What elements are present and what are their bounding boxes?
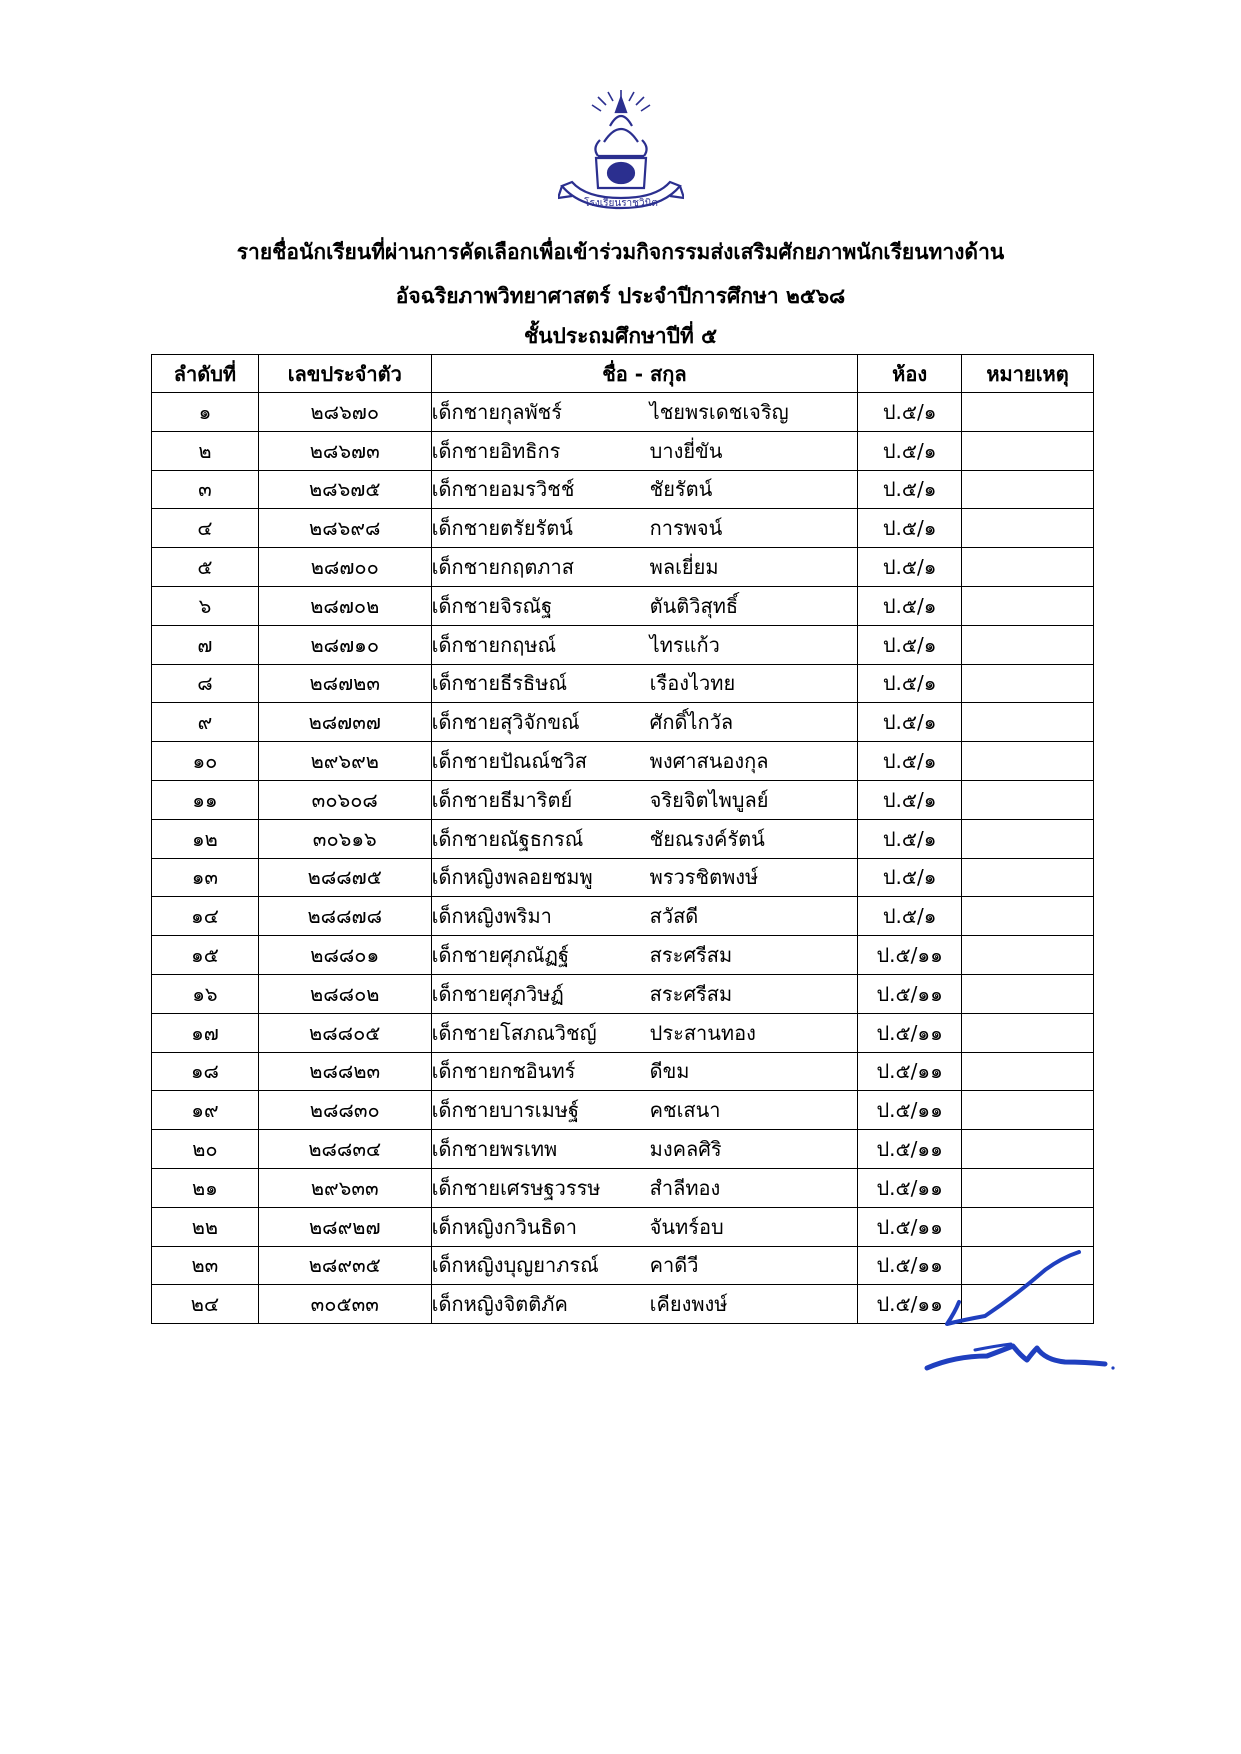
first-name: เด็กชายจิรณัฐ: [431, 593, 553, 618]
table-row: [152, 742, 1094, 781]
last-name: พลเยี่ยม: [649, 555, 719, 580]
cell-room: ป.๕/๑๑: [858, 1130, 962, 1169]
last-name: มงคลศิริ: [649, 1137, 722, 1162]
cell-room: ป.๕/๑: [858, 548, 962, 587]
cell-room: ป.๕/๑๑: [858, 1285, 962, 1324]
cell-student-id: ๒๘๖๙๘: [258, 509, 431, 548]
cell-remark: [962, 780, 1094, 819]
cell-room: ป.๕/๑: [858, 625, 962, 664]
cell-full-name: [431, 625, 858, 664]
first-name: เด็กชายเศรษฐวรรษ: [431, 1175, 601, 1200]
cell-room: ป.๕/๑๑: [858, 1207, 962, 1246]
last-name: ไทรแก้ว: [649, 632, 720, 657]
cell-student-id: ๒๘๘๓๐: [258, 1091, 431, 1130]
cell-full-name: [431, 858, 858, 897]
header-room: ห้อง: [858, 355, 962, 393]
last-name: พรวรชิตพงษ์: [649, 865, 759, 890]
first-name: เด็กชายปัณณ์ชวิส: [431, 749, 587, 774]
table-row: [152, 625, 1094, 664]
cell-room: ป.๕/๑๑: [858, 1091, 962, 1130]
cell-full-name: [431, 393, 858, 432]
cell-remark: [962, 548, 1094, 587]
cell-student-id: ๒๘๖๗๕: [258, 470, 431, 509]
first-name: เด็กชายธีมาริตย์: [431, 787, 573, 812]
cell-full-name: [431, 1052, 858, 1091]
cell-full-name: [431, 1013, 858, 1052]
first-name: เด็กชายศุภวิษฏ์: [431, 981, 564, 1006]
cell-remark: [962, 664, 1094, 703]
table-row: [152, 1013, 1094, 1052]
cell-remark: [962, 509, 1094, 548]
cell-room: ป.๕/๑๑: [858, 1246, 962, 1285]
cell-full-name: [431, 586, 858, 625]
cell-remark: [962, 819, 1094, 858]
table-row: [152, 936, 1094, 975]
first-name: เด็กหญิงบุญยาภรณ์: [431, 1253, 599, 1278]
last-name: คชเสนา: [649, 1098, 721, 1123]
cell-order-no: ๒๓: [152, 1246, 259, 1285]
cell-order-no: ๑๓: [152, 858, 259, 897]
first-name: เด็กชายกฤตภาส: [431, 555, 574, 580]
cell-student-id: ๒๘๖๗๓: [258, 431, 431, 470]
first-name: เด็กชายกุลพัชร์: [431, 399, 562, 424]
last-name: พงศาสนองกุล: [649, 749, 769, 774]
cell-room: ป.๕/๑: [858, 780, 962, 819]
table-row: [152, 548, 1094, 587]
first-name: เด็กชายกฤษณ์: [431, 632, 557, 657]
cell-room: ป.๕/๑: [858, 470, 962, 509]
cell-student-id: ๒๘๘๒๓: [258, 1052, 431, 1091]
cell-remark: [962, 625, 1094, 664]
cell-full-name: [431, 703, 858, 742]
cell-order-no: ๑๒: [152, 819, 259, 858]
cell-full-name: [431, 897, 858, 936]
cell-full-name: [431, 936, 858, 975]
table-row: [152, 586, 1094, 625]
cell-order-no: ๓: [152, 470, 259, 509]
table-row: [152, 470, 1094, 509]
cell-student-id: ๒๘๘๓๔: [258, 1130, 431, 1169]
cell-remark: [962, 1013, 1094, 1052]
table-row: [152, 664, 1094, 703]
header-full-name: ชื่อ - สกุล: [431, 355, 858, 393]
last-name: ศักดิ์ไกวัล: [649, 710, 734, 735]
cell-full-name: [431, 780, 858, 819]
cell-order-no: ๑๑: [152, 780, 259, 819]
last-name: สำลีทอง: [649, 1175, 721, 1200]
cell-room: ป.๕/๑๑: [858, 1168, 962, 1207]
last-name: ไชยพรเดชเจริญ: [649, 399, 789, 424]
cell-student-id: ๒๘๘๐๒: [258, 974, 431, 1013]
cell-room: ป.๕/๑: [858, 431, 962, 470]
last-name: สระศรีสม: [649, 943, 733, 968]
first-name: เด็กหญิงพริมา: [431, 904, 552, 929]
cell-remark: [962, 742, 1094, 781]
cell-remark: [962, 470, 1094, 509]
cell-full-name: [431, 1285, 858, 1324]
cell-order-no: ๑๐: [152, 742, 259, 781]
cell-order-no: ๒: [152, 431, 259, 470]
cell-remark: [962, 1207, 1094, 1246]
table-row: [152, 1091, 1094, 1130]
table-row: [152, 1130, 1094, 1169]
table-row: [152, 858, 1094, 897]
cell-student-id: ๒๘๗๓๗: [258, 703, 431, 742]
cell-room: ป.๕/๑: [858, 742, 962, 781]
table-header-row: [152, 355, 1094, 393]
cell-remark: [962, 1130, 1094, 1169]
student-list-table: [151, 354, 1094, 1324]
cell-order-no: ๒๐: [152, 1130, 259, 1169]
table-row: [152, 431, 1094, 470]
cell-order-no: ๒๔: [152, 1285, 259, 1324]
cell-order-no: ๗: [152, 625, 259, 664]
last-name: จันทร์อบ: [649, 1214, 724, 1239]
cell-remark: [962, 431, 1094, 470]
cell-remark: [962, 1168, 1094, 1207]
cell-room: ป.๕/๑๑: [858, 1013, 962, 1052]
first-name: เด็กชายอิทธิกร: [431, 438, 561, 463]
cell-room: ป.๕/๑: [858, 897, 962, 936]
last-name: สระศรีสม: [649, 981, 733, 1006]
table-row: [152, 1207, 1094, 1246]
heading-line-1: รายชื่อนักเรียนที่ผ่านการคัดเลือกเพื่อเข้าร่วมกิจกรรมส่งเสริมศักยภาพนักเรียนทางด้าน: [236, 240, 1005, 264]
cell-student-id: ๒๘๗๑๐: [258, 625, 431, 664]
cell-room: ป.๕/๑๑: [858, 936, 962, 975]
cell-order-no: ๒๑: [152, 1168, 259, 1207]
cell-student-id: ๒๙๖๓๓: [258, 1168, 431, 1207]
cell-room: ป.๕/๑: [858, 509, 962, 548]
cell-student-id: ๒๘๖๗๐: [258, 393, 431, 432]
last-name: ชัยณรงค์รัตน์: [649, 826, 765, 851]
table-row: [152, 703, 1094, 742]
cell-remark: [962, 393, 1094, 432]
cell-remark: [962, 703, 1094, 742]
header-remark: หมายเหตุ: [962, 355, 1094, 393]
last-name: เรืองไวทย: [649, 671, 736, 696]
last-name: ตันติวิสุทธิ์: [649, 593, 739, 618]
cell-remark: [962, 897, 1094, 936]
last-name: ประสานทอง: [649, 1020, 756, 1045]
table-row: [152, 897, 1094, 936]
cell-student-id: ๒๘๘๐๑: [258, 936, 431, 975]
school-emblem-text: โรงเรียนราชวินิต: [584, 198, 658, 209]
cell-student-id: ๓๐๖๑๖: [258, 819, 431, 858]
cell-full-name: [431, 819, 858, 858]
first-name: เด็กชายอมรวิชช์: [431, 477, 575, 502]
cell-student-id: ๒๘๗๒๓: [258, 664, 431, 703]
header-student-id: เลขประจำตัว: [258, 355, 431, 393]
cell-order-no: ๑๖: [152, 974, 259, 1013]
header-order-no: ลำดับที่: [152, 355, 259, 393]
first-name: เด็กชายกชอินทร์: [431, 1059, 576, 1084]
first-name: เด็กชายสุวิจักขณ์: [431, 710, 580, 735]
cell-remark: [962, 1091, 1094, 1130]
cell-order-no: ๘: [152, 664, 259, 703]
first-name: เด็กหญิงกวินธิดา: [431, 1214, 578, 1239]
table-row: [152, 780, 1094, 819]
cell-full-name: [431, 431, 858, 470]
last-name: คาดีวี: [649, 1253, 699, 1278]
cell-room: ป.๕/๑: [858, 393, 962, 432]
cell-full-name: [431, 664, 858, 703]
cell-room: ป.๕/๑: [858, 586, 962, 625]
cell-room: ป.๕/๑: [858, 858, 962, 897]
last-name: จริยจิตไพบูลย์: [649, 787, 769, 812]
heading-line-3: ชั้นประถมศึกษาปีที่ ๕: [523, 324, 718, 348]
cell-student-id: ๒๘๗๐๐: [258, 548, 431, 587]
cell-remark: [962, 974, 1094, 1013]
cell-student-id: ๒๘๘๗๘: [258, 897, 431, 936]
last-name: ดีขม: [649, 1059, 690, 1084]
cell-full-name: [431, 1246, 858, 1285]
cell-full-name: [431, 1168, 858, 1207]
handwritten-signature-icon: [915, 1250, 1135, 1390]
cell-remark: [962, 936, 1094, 975]
cell-order-no: ๔: [152, 509, 259, 548]
cell-remark: [962, 1052, 1094, 1091]
heading-line-2: อัจฉริยภาพวิทยาศาสตร์ ประจำปีการศึกษา ๒๕๖๘: [395, 284, 846, 308]
cell-order-no: ๑๕: [152, 936, 259, 975]
table-row: [152, 393, 1094, 432]
cell-student-id: ๒๘๘๗๕: [258, 858, 431, 897]
first-name: เด็กชายโสภณวิชญ์: [431, 1020, 597, 1045]
cell-full-name: [431, 548, 858, 587]
cell-room: ป.๕/๑๑: [858, 974, 962, 1013]
cell-order-no: ๑๔: [152, 897, 259, 936]
cell-room: ป.๕/๑๑: [858, 1052, 962, 1091]
cell-student-id: ๒๘๘๐๕: [258, 1013, 431, 1052]
cell-full-name: [431, 1091, 858, 1130]
cell-order-no: ๑๙: [152, 1091, 259, 1130]
table-row: [152, 974, 1094, 1013]
last-name: การพจน์: [649, 516, 723, 541]
first-name: เด็กชายบารเมษฐ์: [431, 1098, 580, 1123]
first-name: เด็กชายณัฐธกรณ์: [431, 826, 584, 851]
first-name: เด็กชายธีรธิษณ์: [431, 671, 567, 696]
table-row: [152, 1168, 1094, 1207]
first-name: เด็กชายตรัยรัตน์: [431, 516, 573, 541]
first-name: เด็กชายพรเทพ: [431, 1137, 558, 1162]
table-row: [152, 1052, 1094, 1091]
cell-order-no: ๕: [152, 548, 259, 587]
cell-remark: [962, 858, 1094, 897]
cell-room: ป.๕/๑: [858, 664, 962, 703]
cell-student-id: ๒๘๙๓๕: [258, 1246, 431, 1285]
cell-full-name: [431, 974, 858, 1013]
cell-room: ป.๕/๑: [858, 819, 962, 858]
cell-remark: [962, 586, 1094, 625]
school-emblem-icon: [558, 90, 684, 214]
first-name: เด็กหญิงพลอยชมพู: [431, 865, 593, 890]
cell-student-id: ๒๘๗๐๒: [258, 586, 431, 625]
cell-order-no: ๒๒: [152, 1207, 259, 1246]
last-name: ชัยรัตน์: [649, 477, 713, 502]
cell-full-name: [431, 470, 858, 509]
last-name: บางยี่ขัน: [649, 438, 723, 463]
cell-order-no: ๑๗: [152, 1013, 259, 1052]
cell-student-id: ๓๐๕๓๓: [258, 1285, 431, 1324]
last-name: สวัสดี: [649, 904, 699, 929]
first-name: เด็กหญิงจิตติภัค: [431, 1292, 568, 1317]
cell-order-no: ๑๘: [152, 1052, 259, 1091]
cell-room: ป.๕/๑: [858, 703, 962, 742]
first-name: เด็กชายศุภณัฏฐ์: [431, 943, 569, 968]
cell-full-name: [431, 742, 858, 781]
cell-order-no: ๖: [152, 586, 259, 625]
cell-student-id: ๒๘๙๒๗: [258, 1207, 431, 1246]
cell-full-name: [431, 1207, 858, 1246]
cell-student-id: ๓๐๖๐๘: [258, 780, 431, 819]
table-row: [152, 819, 1094, 858]
last-name: เคียงพงษ์: [649, 1292, 728, 1317]
cell-student-id: ๒๙๖๙๒: [258, 742, 431, 781]
cell-full-name: [431, 509, 858, 548]
cell-order-no: ๑: [152, 393, 259, 432]
table-row: [152, 509, 1094, 548]
cell-full-name: [431, 1130, 858, 1169]
cell-order-no: ๙: [152, 703, 259, 742]
